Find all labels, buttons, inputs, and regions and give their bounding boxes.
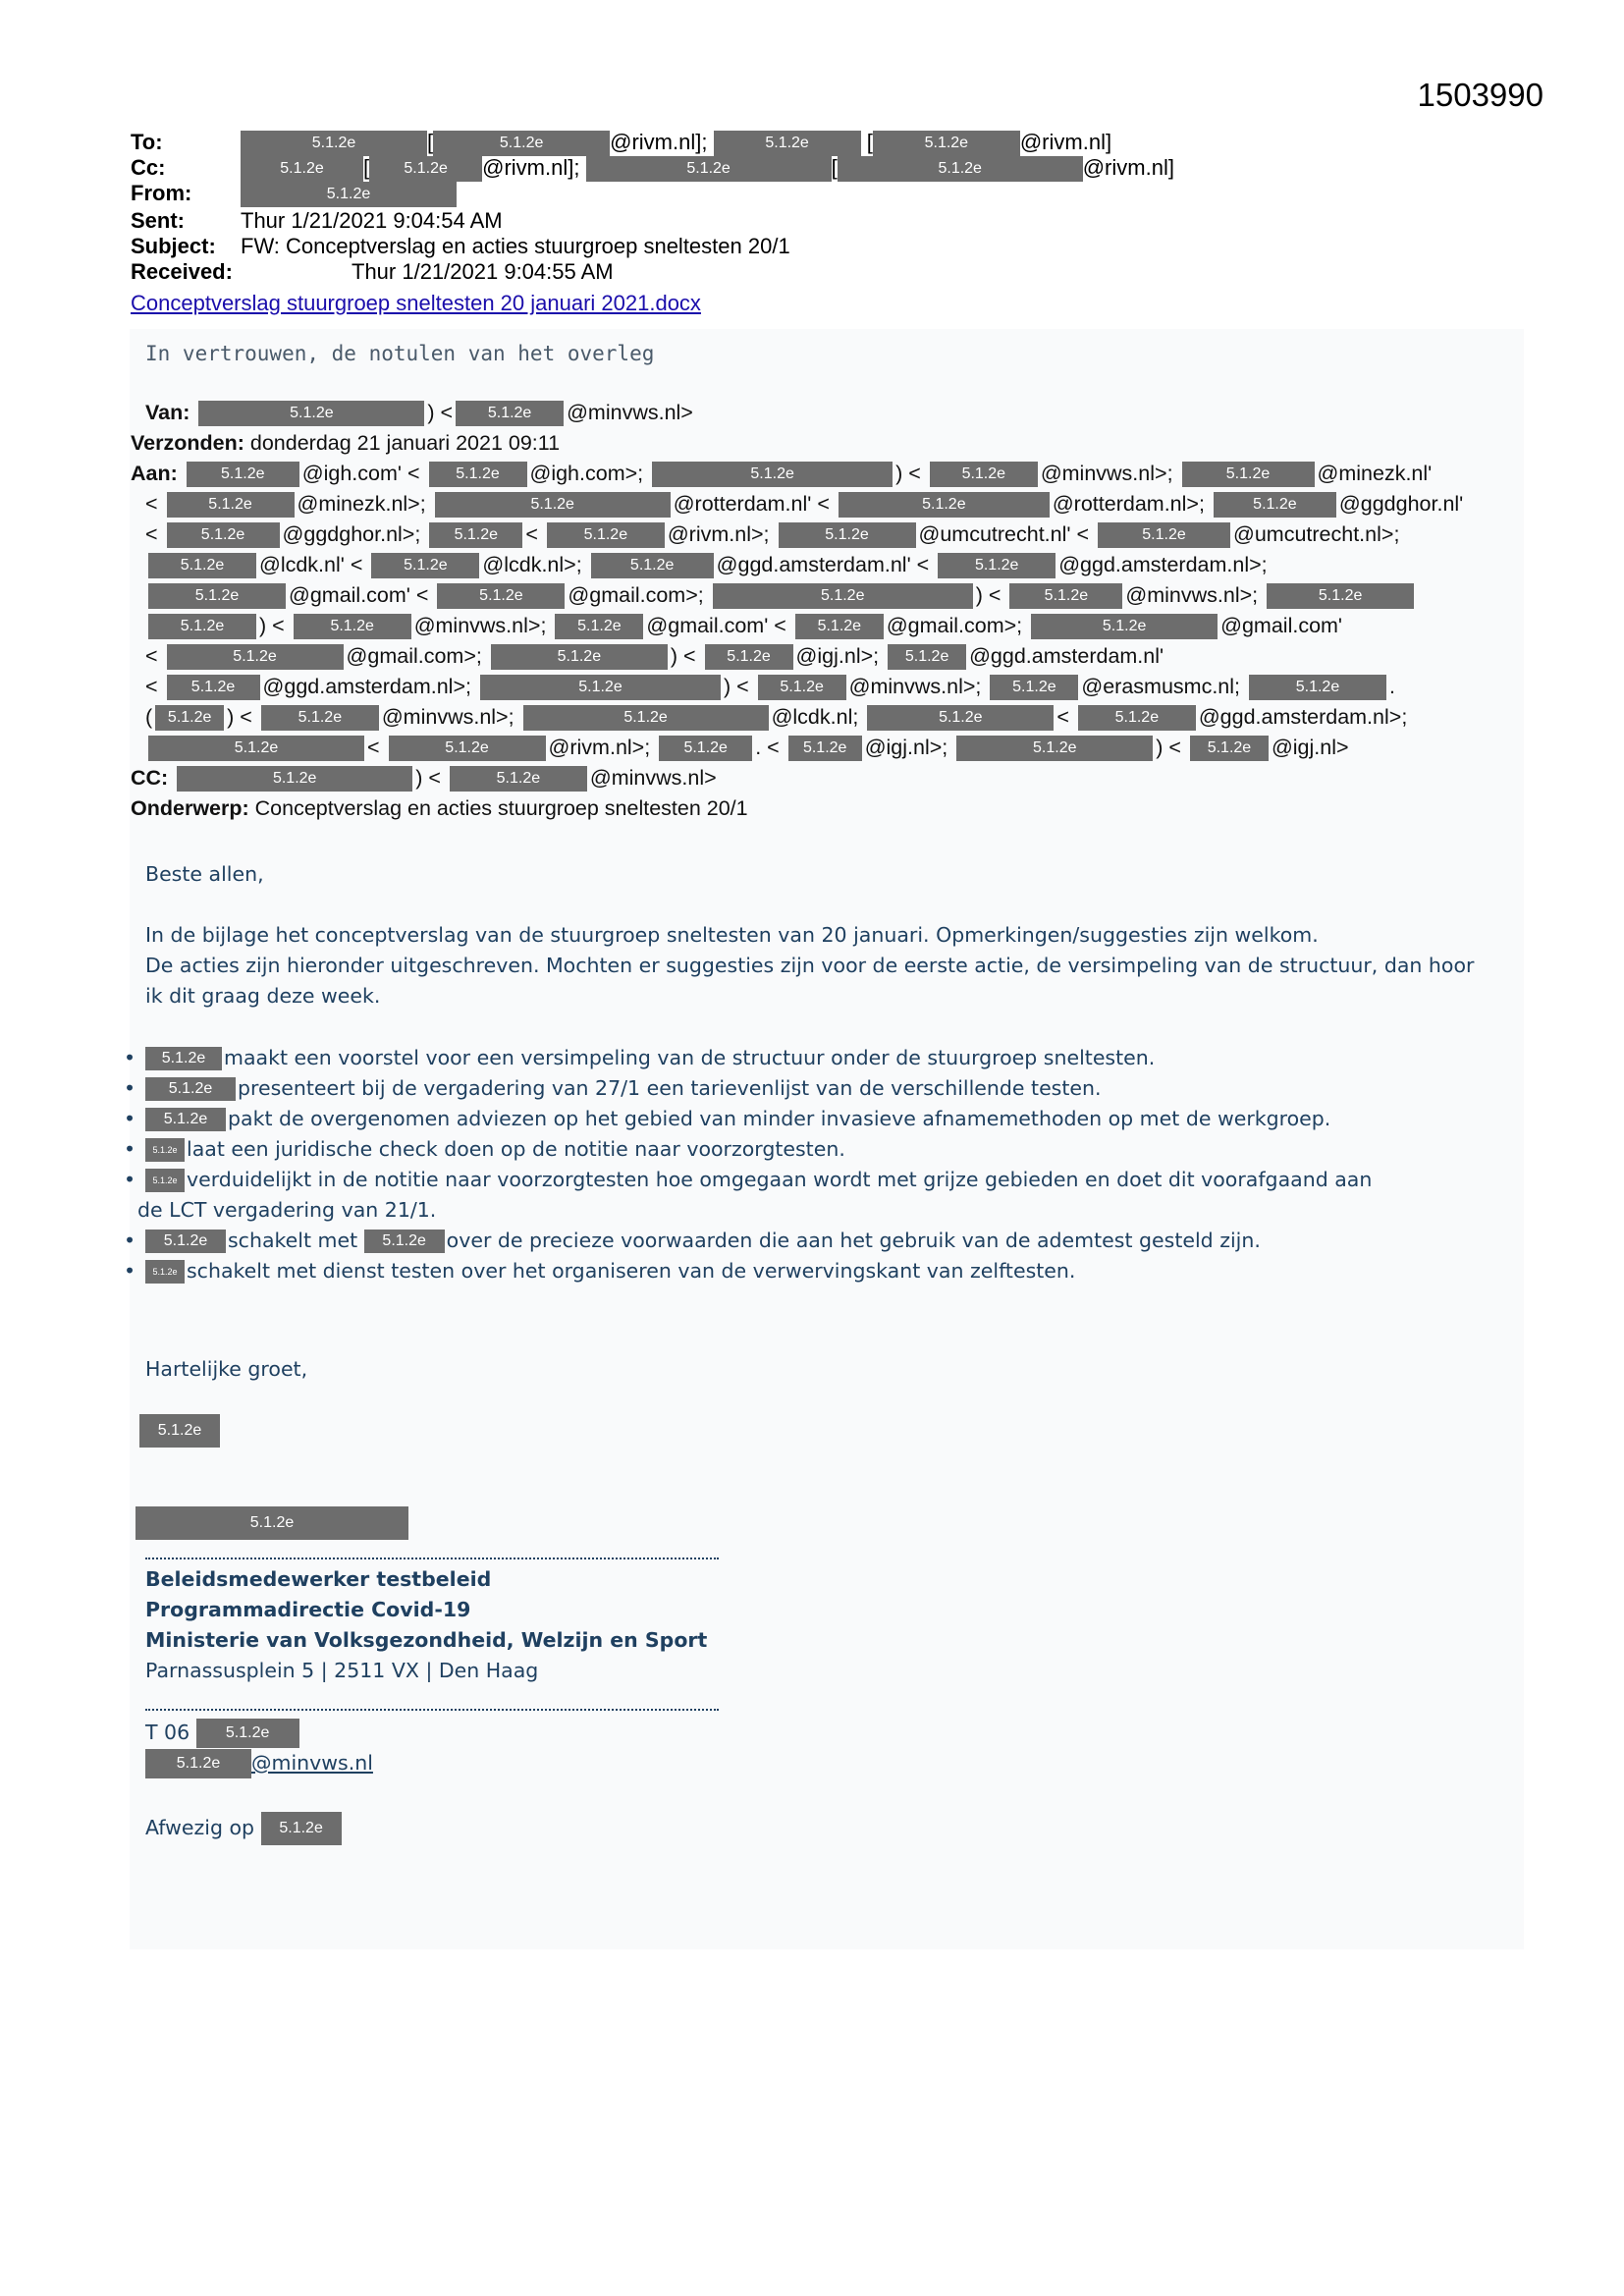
recipient-text: @minvws.nl>; (381, 705, 514, 729)
recipient-text: @igh.com' < (301, 462, 420, 485)
redaction: 5.1.2e (145, 1138, 185, 1162)
recipient-text: ) < (895, 462, 921, 485)
recipient-text: < (525, 522, 538, 546)
action-text: de LCT vergadering van 21/1. (137, 1198, 437, 1222)
recipient-text: @ggdghor.nl>; (282, 522, 421, 546)
recipient-text: . < (755, 736, 780, 759)
redaction: 5.1.2e (1182, 462, 1315, 487)
cc-text: [ (363, 155, 370, 180)
redaction: 5.1.2e (450, 766, 587, 792)
redaction: 5.1.2e (480, 675, 721, 700)
onderwerp-label: Onderwerp: (131, 796, 249, 820)
verzonden-label: Verzonden: (131, 431, 244, 455)
recipient-text: @minvws.nl>; (413, 614, 547, 637)
recipient-text: @igj.nl>; (795, 644, 880, 668)
redaction: 5.1.2e (456, 401, 564, 426)
recipient-text: @ggd.amsterdam.nl>; (262, 675, 471, 698)
redaction: 5.1.2e (591, 553, 714, 578)
redaction: 5.1.2e (433, 131, 610, 156)
recipient-text: < (1056, 705, 1069, 729)
redaction: 5.1.2e (145, 1169, 185, 1192)
redaction: 5.1.2e (389, 736, 546, 761)
bullet: • (124, 1046, 136, 1069)
redaction: 5.1.2e (714, 131, 861, 156)
to-text: @rivm.nl]; (610, 130, 708, 154)
redaction: 5.1.2e (491, 644, 668, 670)
to-value (241, 130, 1111, 156)
signature-ministry: Ministerie van Volksgezondheid, Welzijn en Sport (145, 1628, 708, 1652)
redaction: 5.1.2e (145, 1749, 251, 1778)
subject-label: Subject: (131, 234, 216, 258)
redaction: 5.1.2e (547, 522, 665, 548)
closing: Hartelijke groet, (145, 1357, 308, 1381)
recipient-text: ) < (259, 614, 285, 637)
recipient-text: @igh.com>; (529, 462, 644, 485)
aan-label: Aan: (131, 462, 178, 485)
van-text: @minvws.nl> (567, 401, 693, 424)
to-label: To: (131, 130, 163, 154)
recipient-text: @gmail.com>; (346, 644, 482, 668)
redaction: 5.1.2e (294, 614, 411, 639)
sent-value: Thur 1/21/2021 9:04:54 AM (241, 208, 503, 233)
action-list (124, 1043, 1500, 1286)
redaction: 5.1.2e (241, 156, 363, 182)
action-text: presenteert bij de vergadering van 27/1 een tarievenlijst van de verschillende testen. (238, 1076, 1102, 1100)
redaction: 5.1.2e (155, 705, 224, 731)
redaction: 5.1.2e (705, 644, 793, 670)
action-item (63, 1104, 1500, 1134)
aan-row (131, 733, 1505, 763)
recipient-text: @ggd.amsterdam.nl>; (1198, 705, 1408, 729)
redaction: 5.1.2e (198, 401, 424, 426)
redaction: 5.1.2e (148, 614, 256, 639)
verzonden-row (131, 428, 1505, 459)
recipient-text: ) < (670, 644, 696, 668)
redaction: 5.1.2e (145, 1260, 185, 1284)
subject-value: FW: Conceptverslag en acties stuurgroep sneltesten 20/1 (241, 234, 790, 258)
aan-row (131, 611, 1505, 641)
action-text: schakelt met (228, 1229, 358, 1252)
redaction: 5.1.2e (371, 553, 479, 578)
paragraph-line: ik dit graag deze week. (145, 984, 381, 1008)
redaction: 5.1.2e (1009, 583, 1122, 609)
redaction: 5.1.2e (241, 131, 427, 156)
aan-row (131, 459, 1505, 489)
redaction: 5.1.2e (1214, 492, 1336, 518)
attachment-link[interactable]: Conceptverslag stuurgroep sneltesten 20 januari 2021.docx (131, 291, 701, 315)
recipient-text: @rotterdam.nl>; (1052, 492, 1205, 516)
signature-divider (145, 1709, 719, 1711)
recipient-text: < (145, 492, 158, 516)
recipient-text: @lcdk.nl>; (482, 553, 582, 576)
signature-divider (145, 1558, 719, 1559)
from-value (241, 181, 457, 207)
absent-label: Afwezig op (145, 1816, 255, 1839)
recipient-text: @lcdk.nl; (771, 705, 859, 729)
recipient-text: @lcdk.nl' < (259, 553, 363, 576)
redaction: 5.1.2e (261, 1812, 342, 1845)
redaction: 5.1.2e (1267, 583, 1414, 609)
redaction: 5.1.2e (167, 644, 344, 670)
redaction: 5.1.2e (795, 614, 884, 639)
redaction: 5.1.2e (713, 583, 973, 609)
onderwerp-value: Conceptverslag en acties stuurgroep sneltesten 20/1 (254, 796, 748, 820)
redaction: 5.1.2e (167, 675, 260, 700)
redaction: 5.1.2e (930, 462, 1038, 487)
action-item (63, 1165, 1500, 1195)
redaction: 5.1.2e (167, 522, 280, 548)
signature-name (135, 1506, 408, 1540)
recipient-text: @gmail.com' < (646, 614, 786, 637)
recipient-text: @rotterdam.nl' < (673, 492, 830, 516)
redaction: 5.1.2e (788, 736, 862, 761)
action-text: pakt de overgenomen adviezen op het gebied van minder invasieve afnamemethoden op met de werkgroep. (228, 1107, 1331, 1130)
bullet: • (124, 1259, 136, 1283)
recipient-text: < (145, 522, 158, 546)
recipient-text: @gmail.com>; (568, 583, 704, 607)
action-item (63, 1134, 1500, 1165)
message-body (124, 859, 1500, 1286)
recipient-text: @ggd.amsterdam.nl' (969, 644, 1164, 668)
bullet: • (124, 1229, 136, 1252)
action-text: schakelt met dienst testen over het organiseren van de verwervingskant van zelftesten. (187, 1259, 1076, 1283)
cc-text: @minvws.nl> (589, 766, 717, 790)
signature-absent (145, 1812, 342, 1845)
redaction: 5.1.2e (956, 736, 1153, 761)
redaction: 5.1.2e (555, 614, 643, 639)
cc-text: @rivm.nl]; (482, 155, 580, 180)
aan-row (131, 641, 1505, 672)
recipient-text: @igj.nl>; (864, 736, 948, 759)
recipient-text: ) < (227, 705, 252, 729)
redaction: 5.1.2e (177, 766, 412, 792)
recipient-text: @gmail.com' < (289, 583, 429, 607)
redaction: 5.1.2e (888, 644, 966, 670)
redaction: 5.1.2e (938, 553, 1056, 578)
redaction: 5.1.2e (145, 1047, 222, 1070)
recipient-text: < (367, 736, 380, 759)
aan-row (131, 580, 1505, 611)
redaction: 5.1.2e (139, 1414, 220, 1448)
redaction: 5.1.2e (369, 156, 482, 182)
recipient-text: @umcutrecht.nl>; (1233, 522, 1400, 546)
redaction: 5.1.2e (135, 1506, 408, 1540)
action-text: laat een juridische check doen op de notitie naar voorzorgtesten. (187, 1137, 845, 1161)
recipient-text: @minvws.nl>; (1040, 462, 1173, 485)
recipient-text: . (1388, 675, 1395, 698)
redaction: 5.1.2e (364, 1230, 445, 1253)
redaction: 5.1.2e (196, 1719, 299, 1748)
greeting: Beste allen, (145, 862, 264, 886)
redaction: 5.1.2e (148, 583, 286, 609)
van-row (131, 398, 1505, 428)
redaction: 5.1.2e (652, 462, 893, 487)
redaction: 5.1.2e (1190, 736, 1269, 761)
cc-text: @rivm.nl] (1082, 155, 1174, 180)
recipient-text: @erasmusmc.nl; (1081, 675, 1240, 698)
redaction: 5.1.2e (523, 705, 769, 731)
signature-email (145, 1749, 373, 1778)
redaction: 5.1.2e (1031, 614, 1218, 639)
redaction: 5.1.2e (241, 182, 457, 207)
redaction: 5.1.2e (758, 675, 846, 700)
redaction: 5.1.2e (261, 705, 379, 731)
redaction: 5.1.2e (429, 462, 527, 487)
redaction: 5.1.2e (1078, 705, 1196, 731)
van-label: Van: (145, 401, 190, 424)
van-text: ) < (427, 401, 454, 424)
action-text: verduidelijkt in de notitie naar voorzorgtesten hoe omgegaan wordt met grijze gebieden en doet dit voorafgaand aan (187, 1168, 1373, 1191)
recipient-text: < (145, 675, 158, 698)
cc-label-forwarded: CC: (131, 766, 169, 790)
document-number: 1503990 (1417, 77, 1543, 113)
redaction: 5.1.2e (586, 156, 832, 182)
action-item (63, 1226, 1500, 1256)
redaction: 5.1.2e (148, 553, 256, 578)
recipient-text: @ggdghor.nl' (1338, 492, 1464, 516)
redaction: 5.1.2e (659, 736, 752, 761)
aan-row (131, 672, 1505, 702)
recipient-text: ) < (1156, 736, 1181, 759)
paragraph-line: In de bijlage het conceptverslag van de stuurgroep sneltesten van 20 januari. Opmerkingen/suggesties zijn welkom. (145, 923, 1319, 947)
action-item (63, 1073, 1500, 1104)
bullet: • (124, 1168, 136, 1191)
signature-role: Beleidsmedewerker testbeleid (145, 1567, 492, 1591)
recipient-text: @ggd.amsterdam.nl' < (716, 553, 930, 576)
recipient-text: @gmail.com>; (886, 614, 1023, 637)
recipient-text: @igj.nl> (1271, 736, 1349, 759)
intro-line: In vertrouwen, de notulen van het overleg (145, 342, 655, 365)
signature-directorate: Programmadirectie Covid-19 (145, 1598, 471, 1621)
received-value: Thur 1/21/2021 9:04:55 AM (352, 259, 614, 284)
cc-text: ) < (415, 766, 441, 790)
recipient-text: @minvws.nl>; (1125, 583, 1259, 607)
redaction: 5.1.2e (838, 156, 1083, 182)
received-label: Received: (131, 259, 233, 284)
redaction: 5.1.2e (435, 492, 671, 518)
to-text: @rivm.nl] (1019, 130, 1112, 154)
redaction: 5.1.2e (145, 1077, 236, 1101)
phone-prefix: T 06 (145, 1721, 190, 1744)
cc-value (241, 155, 1174, 182)
redaction: 5.1.2e (1098, 522, 1230, 548)
verzonden-value: donderdag 21 januari 2021 09:11 (249, 431, 561, 455)
redaction: 5.1.2e (867, 705, 1054, 731)
email-link[interactable]: @minvws.nl (251, 1751, 373, 1775)
redaction: 5.1.2e (990, 675, 1078, 700)
recipient-text: @minvws.nl>; (848, 675, 982, 698)
paragraph-line: De acties zijn hieronder uitgeschreven. Mochten er suggesties zijn voor de eerste actie, de versimpeling van de structuur, dan hoor (145, 954, 1475, 977)
action-item (63, 1043, 1500, 1073)
redaction: 5.1.2e (873, 131, 1020, 156)
bullet: • (124, 1076, 136, 1100)
redaction: 5.1.2e (167, 492, 295, 518)
action-text: maakt een voorstel voor een versimpeling van de structuur onder de stuurgroep sneltesten. (224, 1046, 1156, 1069)
recipient-text: @minezk.nl' (1317, 462, 1433, 485)
signature-address: Parnassusplein 5 | 2511 VX | Den Haag (145, 1659, 539, 1682)
signer-redaction (139, 1414, 220, 1448)
redaction: 5.1.2e (145, 1108, 226, 1131)
action-item-continuation (137, 1195, 1500, 1226)
signature-phone (145, 1719, 299, 1748)
to-text: [ (866, 130, 873, 154)
redaction: 5.1.2e (437, 583, 565, 609)
recipient-text: ) < (723, 675, 749, 698)
sent-label: Sent: (131, 208, 185, 233)
to-text: [ (427, 130, 434, 154)
recipient-text: @gmail.com' (1220, 614, 1343, 637)
recipient-text: ( (145, 705, 153, 729)
recipient-text: @minezk.nl>; (297, 492, 426, 516)
recipient-text: @umcutrecht.nl' < (918, 522, 1090, 546)
action-text: over de precieze voorwaarden die aan het gebruik van de ademtest gesteld zijn. (446, 1229, 1261, 1252)
action-item (63, 1256, 1500, 1286)
recipient-text: < (145, 644, 158, 668)
from-label: From: (131, 181, 192, 205)
bullet: • (124, 1107, 136, 1130)
cc-text: [ (831, 155, 838, 180)
forwarded-header (131, 398, 1505, 824)
bullet: • (124, 1137, 136, 1161)
recipient-text: @rivm.nl>; (667, 522, 770, 546)
cc-row-forwarded (131, 763, 1505, 793)
redaction: 5.1.2e (839, 492, 1050, 518)
recipient-text: @ggd.amsterdam.nl>; (1058, 553, 1268, 576)
redaction: 5.1.2e (779, 522, 916, 548)
redaction: 5.1.2e (429, 522, 522, 548)
cc-label: Cc: (131, 155, 166, 180)
aan-row (131, 550, 1505, 580)
aan-row (131, 519, 1505, 550)
redaction: 5.1.2e (145, 1230, 226, 1253)
aan-row (131, 702, 1505, 733)
aan-row (131, 489, 1505, 519)
onderwerp-row (131, 793, 1505, 824)
redaction: 5.1.2e (148, 736, 364, 761)
recipient-text: @rivm.nl>; (548, 736, 651, 759)
redaction: 5.1.2e (187, 462, 299, 487)
redaction: 5.1.2e (1249, 675, 1386, 700)
recipient-text: ) < (975, 583, 1001, 607)
